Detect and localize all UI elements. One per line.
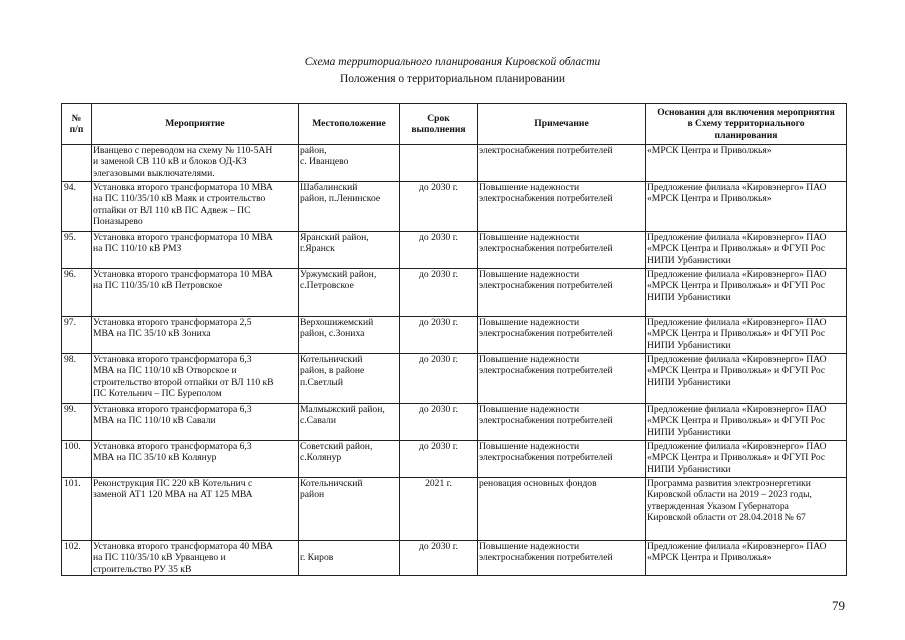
cell-line: электроснабжения потребителей [479, 193, 613, 205]
cell-line: Предложение филиала «Кировэнерго» ПАО [647, 354, 827, 365]
header-line: выполнения [411, 124, 466, 135]
cell-line: с.Петровское [300, 280, 354, 292]
table-header-row [62, 104, 847, 145]
cell-basis [646, 541, 847, 576]
cell-line: с.Савали [300, 415, 336, 427]
cell-line: на ПС 110/35/10 кВ Петровское [93, 280, 223, 292]
cell-note [478, 232, 646, 269]
cell-term: до 2030 г. [400, 269, 478, 317]
header-line: Основания для включения мероприятия [657, 106, 835, 118]
cell-line: «МРСК Центра и Приволжья» [647, 552, 772, 564]
cell-location [299, 182, 400, 232]
cell-line: Повышение надежности [479, 404, 580, 415]
cell-note [478, 441, 646, 478]
cell-line: Предложение филиала «Кировэнерго» ПАО [647, 269, 827, 280]
cell-line: НИПИ Урбанистики [647, 339, 731, 351]
cell-event [92, 478, 299, 541]
cell-note [478, 317, 646, 354]
cell-line: «МРСК Центра и Приволжья» и ФГУП Рос [647, 365, 826, 377]
cell-number: 97. [62, 317, 92, 354]
cell-line: п.Светлый [300, 376, 343, 388]
col-header-note [478, 104, 646, 145]
cell-line: Иванцево с переводом на схему № 110-5АН [93, 145, 273, 156]
table-row [62, 541, 847, 576]
cell-location [299, 404, 400, 441]
cell-line: Установка второго трансформатора 10 МВА [93, 269, 273, 280]
cell-location [299, 232, 400, 269]
cell-basis [646, 145, 847, 182]
cell-line: район [300, 489, 325, 501]
cell-event [92, 145, 299, 182]
cell-location [299, 478, 400, 541]
cell-basis [646, 182, 847, 232]
header-line: п/п [69, 124, 84, 135]
cell-line: Кировской области от 28.04.2018 № 67 [647, 512, 806, 524]
header-line: Примечание [534, 118, 589, 130]
cell-basis [646, 317, 847, 354]
cell-note [478, 145, 646, 182]
cell-line: Яранский район, [300, 232, 369, 243]
cell-location [299, 269, 400, 317]
cell-line: ПС Котельнич – ПС Буреполом [93, 388, 222, 400]
cell-term [400, 145, 478, 182]
cell-note [478, 478, 646, 541]
cell-location [299, 541, 400, 576]
cell-line: «МРСК Центра и Приволжья» и ФГУП Рос [647, 328, 826, 340]
page-number: 79 [832, 598, 845, 613]
cell-line: Кировской области на 2019 – 2023 годы, [647, 489, 812, 501]
cell-line: район, п.Ленинское [300, 193, 381, 205]
cell-location [299, 354, 400, 404]
cell-event [92, 541, 299, 576]
cell-line: Повышение надежности [479, 232, 580, 243]
cell-line: Установка второго трансформатора 2,5 [93, 317, 252, 328]
cell-line: электроснабжения потребителей [479, 328, 613, 340]
cell-basis [646, 354, 847, 404]
cell-line: Шабалинский [300, 182, 358, 193]
cell-event [92, 269, 299, 317]
cell-line: на ПС 110/10 кВ РМЗ [93, 243, 182, 255]
cell-line: «МРСК Центра и Приволжья» и ФГУП Рос [647, 415, 826, 427]
cell-line: Повышение надежности [479, 182, 580, 193]
table-row [62, 478, 847, 541]
cell-line: Повышение надежности [479, 269, 580, 280]
cell-number: 98. [62, 354, 92, 404]
cell-line: Уржумский район, [300, 269, 377, 280]
cell-number: 99. [62, 404, 92, 441]
cell-line: Установка второго трансформатора 40 МВА [93, 541, 273, 552]
cell-line: Поназырево [93, 216, 143, 228]
cell-basis [646, 232, 847, 269]
cell-number: 102. [62, 541, 92, 576]
cell-line: Установка второго трансформатора 10 МВА [93, 182, 273, 193]
cell-note [478, 269, 646, 317]
cell-line: электроснабжения потребителей [479, 243, 613, 255]
document-title: Схема территориального планирования Кировской области [304, 56, 601, 68]
table-body [62, 145, 847, 576]
cell-number: 101. [62, 478, 92, 541]
col-header-event [92, 104, 299, 145]
cell-location [299, 145, 400, 182]
cell-line: Предложение филиала «Кировэнерго» ПАО [647, 404, 827, 415]
cell-line: район, с.Зониха [300, 328, 365, 340]
cell-basis [646, 404, 847, 441]
cell-line: Котельничский [300, 478, 363, 489]
cell-line: Повышение надежности [479, 317, 580, 328]
cell-line: Повышение надежности [479, 354, 580, 365]
table-row [62, 145, 847, 182]
cell-line: на ПС 110/35/10 кВ Урванцево и [93, 552, 226, 564]
table-row [62, 269, 847, 317]
cell-line: и заменой СВ 110 кВ и блоков ОД-КЗ [93, 156, 247, 168]
cell-line: Верхошижемский [300, 317, 374, 328]
cell-line: г. Киров [300, 552, 334, 564]
cell-term: до 2030 г. [400, 404, 478, 441]
cell-line: строительство РУ 35 кВ [93, 563, 192, 575]
header-line: в Схему территориального [687, 118, 805, 130]
table-row [62, 182, 847, 232]
cell-number: 94. [62, 182, 92, 232]
cell-event [92, 404, 299, 441]
cell-term: до 2030 г. [400, 441, 478, 478]
cell-line: Установка второго трансформатора 6,3 [93, 441, 252, 452]
cell-basis [646, 478, 847, 541]
cell-line: «МРСК Центра и Приволжья» и ФГУП Рос [647, 243, 826, 255]
cell-line: МВА на ПС 35/10 кВ Зониха [93, 328, 211, 340]
cell-line: электроснабжения потребителей [479, 552, 613, 564]
cell-line: НИПИ Урбанистики [647, 376, 731, 388]
cell-line: НИПИ Урбанистики [647, 426, 731, 438]
cell-line: Предложение филиала «Кировэнерго» ПАО [647, 441, 827, 452]
cell-line: Повышение надежности [479, 541, 580, 552]
table-row [62, 441, 847, 478]
cell-note [478, 541, 646, 576]
cell-event [92, 441, 299, 478]
cell-note [478, 404, 646, 441]
table-row [62, 317, 847, 354]
cell-event [92, 182, 299, 232]
cell-location [299, 441, 400, 478]
col-header-number [62, 104, 92, 145]
header-line: № [71, 112, 82, 124]
cell-term: 2021 г. [400, 478, 478, 541]
cell-line: НИПИ Урбанистики [647, 291, 731, 303]
cell-line: строительство второй отпайки от ВЛ 110 кВ [93, 376, 274, 388]
cell-line: Предложение филиала «Кировэнерго» ПАО [647, 182, 827, 193]
cell-line: реновация основных фондов [479, 478, 597, 489]
cell-line: электроснабжения потребителей [479, 145, 613, 156]
cell-line: Реконструкция ПС 220 кВ Котельнич с [93, 478, 253, 489]
cell-line: Установка второго трансформатора 6,3 [93, 404, 252, 415]
col-header-term [400, 104, 478, 145]
cell-line: электроснабжения потребителей [479, 280, 613, 292]
cell-line: НИПИ Урбанистики [647, 254, 731, 266]
cell-line: Установка второго трансформатора 10 МВА [93, 232, 273, 243]
cell-line: с. Иванцево [300, 156, 349, 168]
col-header-basis [646, 104, 847, 145]
cell-term: до 2030 г. [400, 354, 478, 404]
col-header-location [299, 104, 400, 145]
cell-line: «МРСК Центра и Приволжья» [647, 145, 772, 156]
cell-basis [646, 441, 847, 478]
cell-line: «МРСК Центра и Приволжья» [647, 193, 772, 205]
header-line: Местоположение [312, 118, 386, 130]
cell-line: «МРСК Центра и Приволжья» и ФГУП Рос [647, 280, 826, 292]
header-line: планирования [714, 129, 778, 141]
cell-line: электроснабжения потребителей [479, 452, 613, 464]
cell-line: МВА на ПС 110/10 кВ Савали [93, 415, 216, 427]
header-line: Срок [427, 112, 450, 124]
cell-note [478, 354, 646, 404]
cell-line: НИПИ Урбанистики [647, 463, 731, 475]
cell-number: 100. [62, 441, 92, 478]
cell-number: 96. [62, 269, 92, 317]
cell-term: до 2030 г. [400, 317, 478, 354]
cell-term: до 2030 г. [400, 541, 478, 576]
cell-line: Малмыжский район, [300, 404, 385, 415]
cell-line: отпайки от ВЛ 110 кВ ПС Адвеж – ПС [93, 204, 251, 216]
cell-term: до 2030 г. [400, 182, 478, 232]
cell-line: Повышение надежности [479, 441, 580, 452]
cell-line: Предложение филиала «Кировэнерго» ПАО [647, 232, 827, 243]
cell-number [62, 145, 92, 182]
cell-line: на ПС 110/35/10 кВ Маяк и строительство [93, 193, 266, 205]
cell-term: до 2030 г. [400, 232, 478, 269]
cell-location [299, 317, 400, 354]
cell-line: г.Яранск [300, 243, 335, 255]
header-line: Мероприятие [165, 118, 225, 130]
cell-line: электроснабжения потребителей [479, 365, 613, 377]
table-row [62, 232, 847, 269]
cell-line: Программа развития электроэнергетики [647, 478, 811, 489]
cell-line: с.Колянур [300, 452, 342, 464]
cell-note [478, 182, 646, 232]
cell-number: 95. [62, 232, 92, 269]
cell-line: Советский район, [300, 441, 373, 452]
cell-line: Котельничский [300, 354, 363, 365]
cell-line: МВА на ПС 110/10 кВ Отворское и [93, 365, 237, 377]
cell-event [92, 232, 299, 269]
measures-table [61, 103, 847, 576]
cell-line: утвержденная Указом Губернатора [647, 500, 789, 512]
cell-line: Предложение филиала «Кировэнерго» ПАО [647, 541, 827, 552]
cell-event [92, 317, 299, 354]
cell-line: район, в районе [300, 365, 365, 377]
cell-line: «МРСК Центра и Приволжья» и ФГУП Рос [647, 452, 826, 464]
cell-line: район, [300, 145, 327, 156]
cell-line: Предложение филиала «Кировэнерго» ПАО [647, 317, 827, 328]
document-subtitle: Положения о территориальном планировании [339, 73, 566, 85]
cell-event [92, 354, 299, 404]
cell-basis [646, 269, 847, 317]
table-row [62, 404, 847, 441]
cell-line: элегазовыми выключателями. [93, 167, 215, 179]
cell-line: МВА на ПС 35/10 кВ Колянур [93, 452, 217, 464]
cell-line: Установка второго трансформатора 6,3 [93, 354, 252, 365]
cell-line: заменой АТ1 120 МВА на АТ 125 МВА [93, 489, 253, 501]
cell-line: электроснабжения потребителей [479, 415, 613, 427]
table-row [62, 354, 847, 404]
